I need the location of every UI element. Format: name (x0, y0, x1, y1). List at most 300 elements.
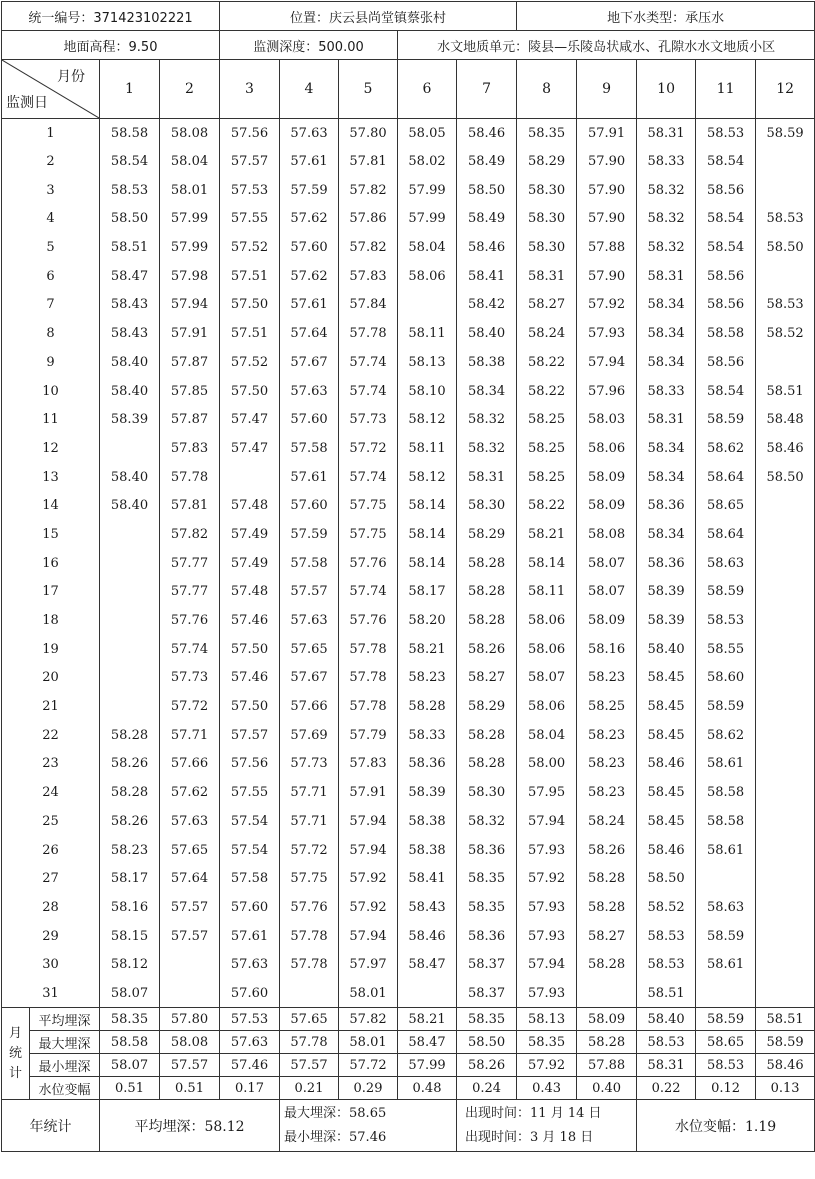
depth-value-cell: 58.11 (398, 319, 457, 348)
day-number: 30 (2, 950, 100, 979)
day-row (2, 348, 815, 377)
depth-value-cell: 57.59 (280, 176, 339, 205)
monthly-stat-value: 0.22 (637, 1077, 696, 1100)
depth-value-cell: 57.53 (220, 176, 280, 205)
month-header-cell: 8 (517, 60, 577, 119)
depth-value-cell: 57.90 (577, 176, 637, 205)
day-row (2, 692, 815, 721)
depth-value-cell: 58.29 (517, 147, 577, 176)
depth-value-cell: 58.39 (398, 778, 457, 807)
depth-value-cell: 58.58 (696, 807, 756, 836)
depth-value-cell (100, 578, 160, 607)
depth-value-cell: 57.57 (220, 147, 280, 176)
day-number: 8 (2, 319, 100, 348)
depth-value-cell: 57.80 (339, 119, 398, 148)
group-label-char: 计 (8, 1065, 22, 1081)
monthly-stat-value: 57.92 (517, 1054, 577, 1077)
depth-value-cell: 58.35 (457, 864, 517, 893)
depth-value-cell: 58.34 (637, 434, 696, 463)
depth-value-cell: 57.78 (280, 922, 339, 951)
depth-value-cell: 58.07 (577, 549, 637, 578)
depth-value-cell: 58.06 (398, 262, 457, 291)
monthly-stat-value: 0.51 (160, 1077, 220, 1100)
depth-value-cell: 58.49 (457, 147, 517, 176)
day-row (2, 836, 815, 865)
depth-value-cell: 57.57 (220, 721, 280, 750)
depth-value-cell (100, 520, 160, 549)
depth-value-cell: 57.49 (220, 520, 280, 549)
depth-value-cell: 58.12 (398, 463, 457, 492)
depth-value-cell: 58.15 (100, 922, 160, 951)
depth-value-cell: 58.35 (517, 119, 577, 148)
monthly-stat-row (2, 1008, 815, 1031)
depth-value-cell (756, 520, 815, 549)
depth-value-cell (756, 836, 815, 865)
day-number: 26 (2, 836, 100, 865)
month-header-cell: 1 (100, 60, 160, 119)
depth-value-cell: 57.65 (280, 635, 339, 664)
depth-value-cell: 58.32 (457, 434, 517, 463)
monthly-stat-value: 57.53 (220, 1008, 280, 1031)
depth-value-cell: 58.64 (696, 463, 756, 492)
day-number: 15 (2, 520, 100, 549)
depth-value-cell: 58.40 (100, 348, 160, 377)
depth-value-cell: 57.77 (160, 578, 220, 607)
day-row (2, 520, 815, 549)
monthly-stat-value: 58.31 (637, 1054, 696, 1077)
depth-value-cell: 58.08 (577, 520, 637, 549)
monthly-stat-value: 58.50 (457, 1031, 517, 1054)
depth-value-cell: 57.60 (220, 979, 280, 1008)
depth-value-cell: 57.51 (220, 319, 280, 348)
monthly-stat-value: 58.58 (100, 1031, 160, 1054)
depth-value-cell: 57.73 (160, 664, 220, 693)
monthly-stat-label: 水位变幅 (30, 1077, 100, 1100)
day-row (2, 491, 815, 520)
depth-value-cell: 58.41 (457, 262, 517, 291)
depth-value-cell: 57.79 (339, 721, 398, 750)
depth-value-cell: 57.87 (160, 405, 220, 434)
depth-value-cell: 58.01 (339, 979, 398, 1008)
depth-value-cell: 58.39 (100, 405, 160, 434)
depth-value-cell: 58.34 (637, 520, 696, 549)
depth-value-cell: 57.90 (577, 205, 637, 234)
depth-value-cell: 58.40 (457, 319, 517, 348)
monthly-stat-value: 0.29 (339, 1077, 398, 1100)
depth-value-cell: 58.60 (696, 664, 756, 693)
depth-value-cell (756, 807, 815, 836)
monthly-stat-value: 58.46 (756, 1054, 815, 1077)
day-row (2, 549, 815, 578)
depth-value-cell: 57.56 (220, 119, 280, 148)
depth-value-cell: 58.21 (398, 635, 457, 664)
depth-value-cell: 58.00 (517, 750, 577, 779)
depth-value-cell: 58.61 (696, 750, 756, 779)
monthly-stat-value: 57.46 (220, 1054, 280, 1077)
depth-value-cell (756, 606, 815, 635)
depth-value-cell: 58.46 (457, 233, 517, 262)
month-header-cell: 7 (457, 60, 517, 119)
day-number: 12 (2, 434, 100, 463)
depth-value-cell: 58.04 (160, 147, 220, 176)
month-header-cell: 11 (696, 60, 756, 119)
depth-value-cell: 57.71 (280, 807, 339, 836)
depth-value-cell: 57.46 (220, 606, 280, 635)
monthly-stat-label: 最大埋深 (30, 1031, 100, 1054)
depth-value-cell: 57.60 (280, 405, 339, 434)
depth-value-cell (100, 549, 160, 578)
depth-value-cell: 58.43 (100, 319, 160, 348)
monthly-stat-value: 0.40 (577, 1077, 637, 1100)
depth-value-cell: 58.03 (577, 405, 637, 434)
depth-value-cell: 57.48 (220, 491, 280, 520)
depth-value-cell: 57.94 (339, 807, 398, 836)
day-row (2, 864, 815, 893)
depth-value-cell: 58.35 (457, 893, 517, 922)
depth-value-cell: 57.47 (220, 405, 280, 434)
day-number: 28 (2, 893, 100, 922)
depth-value-cell: 58.01 (160, 176, 220, 205)
day-number: 11 (2, 405, 100, 434)
monthly-stat-row (2, 1031, 815, 1054)
depth-value-cell (756, 176, 815, 205)
depth-value-cell (280, 979, 339, 1008)
depth-value-cell (756, 893, 815, 922)
day-number: 31 (2, 979, 100, 1008)
depth-value-cell: 58.25 (517, 405, 577, 434)
monthly-stat-value: 57.72 (339, 1054, 398, 1077)
depth-value-cell: 58.62 (696, 721, 756, 750)
depth-value-cell: 58.39 (637, 606, 696, 635)
depth-value-cell: 57.92 (577, 291, 637, 320)
depth-value-cell: 57.95 (517, 778, 577, 807)
depth-value-cell: 57.58 (220, 864, 280, 893)
monthly-stat-value: 57.57 (280, 1054, 339, 1077)
depth-value-cell: 58.36 (637, 549, 696, 578)
depth-value-cell: 57.63 (160, 807, 220, 836)
depth-value-cell: 57.65 (160, 836, 220, 865)
monthly-stat-value: 58.13 (517, 1008, 577, 1031)
depth-value-cell: 58.02 (398, 147, 457, 176)
monthly-stat-value: 58.40 (637, 1008, 696, 1031)
depth-value-cell: 58.39 (637, 578, 696, 607)
depth-value-cell: 57.58 (280, 549, 339, 578)
depth-value-cell (756, 664, 815, 693)
depth-value-cell: 58.58 (100, 119, 160, 148)
depth-value-cell: 57.78 (280, 950, 339, 979)
group-label-char: 统 (8, 1045, 22, 1061)
depth-value-cell: 57.58 (280, 434, 339, 463)
depth-value-cell: 58.46 (637, 836, 696, 865)
depth-value-cell: 58.32 (457, 807, 517, 836)
monthly-stat-value: 0.12 (696, 1077, 756, 1100)
day-row (2, 664, 815, 693)
day-number: 20 (2, 664, 100, 693)
depth-value-cell: 57.98 (160, 262, 220, 291)
header-section (2, 2, 815, 119)
depth-value-cell: 58.40 (100, 463, 160, 492)
depth-value-cell: 58.04 (398, 233, 457, 262)
monthly-stat-value: 0.21 (280, 1077, 339, 1100)
depth-value-cell: 57.74 (160, 635, 220, 664)
depth-value-cell: 57.78 (339, 635, 398, 664)
depth-value-cell: 57.92 (339, 893, 398, 922)
day-number: 16 (2, 549, 100, 578)
depth-value-cell: 57.94 (160, 291, 220, 320)
depth-value-cell: 57.82 (160, 520, 220, 549)
depth-value-cell: 58.59 (696, 578, 756, 607)
depth-value-cell: 58.14 (398, 491, 457, 520)
depth-value-cell: 58.31 (637, 262, 696, 291)
monthly-stat-value: 57.65 (280, 1008, 339, 1031)
depth-value-cell: 58.29 (457, 520, 517, 549)
depth-value-cell: 58.50 (457, 176, 517, 205)
month-header-cell: 6 (398, 60, 457, 119)
depth-value-cell: 57.67 (280, 348, 339, 377)
depth-value-cell: 58.33 (398, 721, 457, 750)
depth-value-cell: 57.56 (220, 750, 280, 779)
depth-value-cell: 58.09 (577, 491, 637, 520)
depth-value-cell: 58.16 (577, 635, 637, 664)
day-row (2, 463, 815, 492)
day-row (2, 778, 815, 807)
depth-value-cell: 57.51 (220, 262, 280, 291)
depth-value-cell (696, 864, 756, 893)
depth-value-cell (756, 922, 815, 951)
depth-value-cell: 58.28 (100, 721, 160, 750)
depth-value-cell: 58.45 (637, 692, 696, 721)
depth-value-cell: 57.87 (160, 348, 220, 377)
depth-value-cell: 57.84 (339, 291, 398, 320)
depth-value-cell: 58.42 (457, 291, 517, 320)
day-row (2, 147, 815, 176)
depth-value-cell: 57.76 (160, 606, 220, 635)
depth-value-cell: 58.26 (577, 836, 637, 865)
depth-value-cell: 58.46 (457, 119, 517, 148)
day-number: 7 (2, 291, 100, 320)
depth-value-cell: 57.99 (160, 233, 220, 262)
groundwater-type: 地下水类型：承压水 (517, 2, 815, 31)
depth-value-cell: 57.47 (220, 434, 280, 463)
depth-value-cell: 57.78 (339, 664, 398, 693)
day-number: 1 (2, 119, 100, 148)
depth-value-cell: 58.58 (696, 319, 756, 348)
depth-value-cell: 58.61 (696, 836, 756, 865)
monthly-stat-row (2, 1077, 815, 1100)
yearly-extremes (280, 1100, 457, 1152)
depth-value-cell: 58.16 (100, 893, 160, 922)
depth-value-cell: 57.73 (280, 750, 339, 779)
depth-value-cell: 57.74 (339, 463, 398, 492)
depth-value-cell: 57.50 (220, 692, 280, 721)
yearly-min-depth: 最小埋深：57.46 (284, 1129, 387, 1145)
depth-value-cell (160, 950, 220, 979)
depth-value-cell: 58.34 (637, 319, 696, 348)
depth-value-cell: 57.60 (280, 233, 339, 262)
daily-readings (2, 119, 815, 1008)
day-number: 14 (2, 491, 100, 520)
depth-value-cell: 58.30 (517, 205, 577, 234)
depth-value-cell: 58.53 (637, 922, 696, 951)
month-header-cell: 12 (756, 60, 815, 119)
depth-value-cell: 58.30 (457, 491, 517, 520)
hydrogeologic-unit: 水文地质单元：陵县—乐陵岛状咸水、孔隙水水文地质小区 (398, 31, 815, 60)
depth-value-cell: 58.31 (637, 405, 696, 434)
depth-value-cell: 58.53 (756, 291, 815, 320)
depth-value-cell (756, 262, 815, 291)
depth-value-cell: 58.53 (756, 205, 815, 234)
month-axis-label: 月份 (57, 69, 85, 85)
depth-value-cell: 58.59 (696, 692, 756, 721)
depth-value-cell: 58.07 (577, 578, 637, 607)
day-number: 10 (2, 377, 100, 406)
depth-value-cell: 58.51 (756, 377, 815, 406)
monthly-stat-group-label (2, 1008, 30, 1100)
day-row (2, 606, 815, 635)
depth-value-cell: 58.28 (457, 606, 517, 635)
depth-value-cell: 58.17 (100, 864, 160, 893)
depth-value-cell (577, 979, 637, 1008)
depth-value-cell: 58.56 (696, 262, 756, 291)
month-header-row (2, 60, 815, 119)
month-header-cell: 4 (280, 60, 339, 119)
depth-value-cell: 58.50 (756, 233, 815, 262)
depth-value-cell: 58.12 (100, 950, 160, 979)
depth-value-cell: 58.30 (457, 778, 517, 807)
depth-value-cell: 57.55 (220, 205, 280, 234)
depth-value-cell (398, 291, 457, 320)
depth-value-cell: 58.45 (637, 807, 696, 836)
depth-value-cell: 58.59 (696, 405, 756, 434)
depth-value-cell: 58.63 (696, 549, 756, 578)
depth-value-cell: 57.90 (577, 147, 637, 176)
depth-value-cell: 58.23 (398, 664, 457, 693)
depth-value-cell: 57.78 (339, 319, 398, 348)
depth-value-cell: 58.51 (100, 233, 160, 262)
depth-value-cell: 57.74 (339, 377, 398, 406)
day-number: 6 (2, 262, 100, 291)
depth-value-cell: 58.43 (398, 893, 457, 922)
depth-value-cell: 57.55 (220, 778, 280, 807)
depth-value-cell: 57.71 (280, 778, 339, 807)
yearly-label: 年统计 (2, 1100, 100, 1152)
depth-value-cell: 57.60 (220, 893, 280, 922)
depth-value-cell: 58.31 (637, 119, 696, 148)
depth-value-cell: 57.92 (339, 864, 398, 893)
depth-value-cell: 57.86 (339, 205, 398, 234)
day-number: 3 (2, 176, 100, 205)
month-header-cell: 3 (220, 60, 280, 119)
yearly-extreme-dates (457, 1100, 637, 1152)
day-number: 23 (2, 750, 100, 779)
depth-value-cell: 57.63 (280, 606, 339, 635)
depth-value-cell: 57.93 (517, 922, 577, 951)
depth-value-cell: 58.32 (637, 233, 696, 262)
depth-value-cell: 58.23 (577, 664, 637, 693)
monthly-stat-value: 57.78 (280, 1031, 339, 1054)
depth-value-cell: 58.62 (696, 434, 756, 463)
month-header-cell: 5 (339, 60, 398, 119)
day-number: 13 (2, 463, 100, 492)
monthly-statistics (2, 1008, 815, 1100)
depth-value-cell: 58.28 (457, 578, 517, 607)
depth-value-cell: 58.11 (398, 434, 457, 463)
depth-value-cell: 57.75 (339, 491, 398, 520)
depth-value-cell (756, 950, 815, 979)
monthly-stat-label: 平均埋深 (30, 1008, 100, 1031)
depth-value-cell (756, 721, 815, 750)
depth-value-cell: 58.10 (398, 377, 457, 406)
day-number: 27 (2, 864, 100, 893)
group-label-char: 月 (8, 1025, 22, 1041)
day-number: 24 (2, 778, 100, 807)
depth-value-cell: 57.64 (280, 319, 339, 348)
depth-value-cell: 58.25 (577, 692, 637, 721)
day-number: 29 (2, 922, 100, 951)
monthly-stat-value: 58.35 (517, 1031, 577, 1054)
depth-value-cell: 58.20 (398, 606, 457, 635)
depth-value-cell: 57.64 (160, 864, 220, 893)
depth-value-cell: 58.54 (100, 147, 160, 176)
depth-value-cell: 57.66 (280, 692, 339, 721)
depth-value-cell: 57.94 (339, 836, 398, 865)
depth-value-cell: 57.72 (339, 434, 398, 463)
depth-value-cell: 58.46 (637, 750, 696, 779)
depth-value-cell: 58.54 (696, 377, 756, 406)
day-row (2, 119, 815, 148)
day-row (2, 262, 815, 291)
day-row (2, 750, 815, 779)
depth-value-cell: 57.83 (339, 262, 398, 291)
depth-value-cell: 57.57 (280, 578, 339, 607)
depth-value-cell: 57.61 (280, 291, 339, 320)
depth-value-cell: 58.54 (696, 233, 756, 262)
depth-value-cell: 57.92 (517, 864, 577, 893)
depth-value-cell: 58.34 (457, 377, 517, 406)
depth-value-cell: 58.47 (100, 262, 160, 291)
monthly-stat-value: 58.28 (577, 1031, 637, 1054)
depth-value-cell: 57.99 (160, 205, 220, 234)
month-header-cell: 9 (577, 60, 637, 119)
depth-value-cell: 58.11 (517, 578, 577, 607)
day-row (2, 434, 815, 463)
depth-value-cell: 57.50 (220, 291, 280, 320)
depth-value-cell: 58.28 (398, 692, 457, 721)
day-row (2, 979, 815, 1008)
depth-value-cell: 58.23 (577, 721, 637, 750)
depth-value-cell: 57.99 (398, 176, 457, 205)
depth-value-cell: 58.38 (398, 807, 457, 836)
month-header-cell: 10 (637, 60, 696, 119)
depth-value-cell: 58.52 (637, 893, 696, 922)
depth-value-cell: 57.74 (339, 348, 398, 377)
depth-value-cell: 58.34 (637, 291, 696, 320)
depth-value-cell: 58.07 (517, 664, 577, 693)
depth-value-cell: 58.36 (457, 836, 517, 865)
depth-value-cell: 57.54 (220, 836, 280, 865)
depth-value-cell (100, 692, 160, 721)
depth-value-cell: 58.27 (457, 664, 517, 693)
depth-value-cell (756, 750, 815, 779)
monthly-stat-value: 58.53 (637, 1031, 696, 1054)
ground-elevation: 地面高程：9.50 (2, 31, 220, 60)
depth-value-cell: 57.57 (160, 922, 220, 951)
depth-value-cell: 58.22 (517, 491, 577, 520)
depth-value-cell: 57.97 (339, 950, 398, 979)
day-row (2, 721, 815, 750)
depth-value-cell: 58.53 (696, 119, 756, 148)
depth-value-cell: 58.56 (696, 348, 756, 377)
